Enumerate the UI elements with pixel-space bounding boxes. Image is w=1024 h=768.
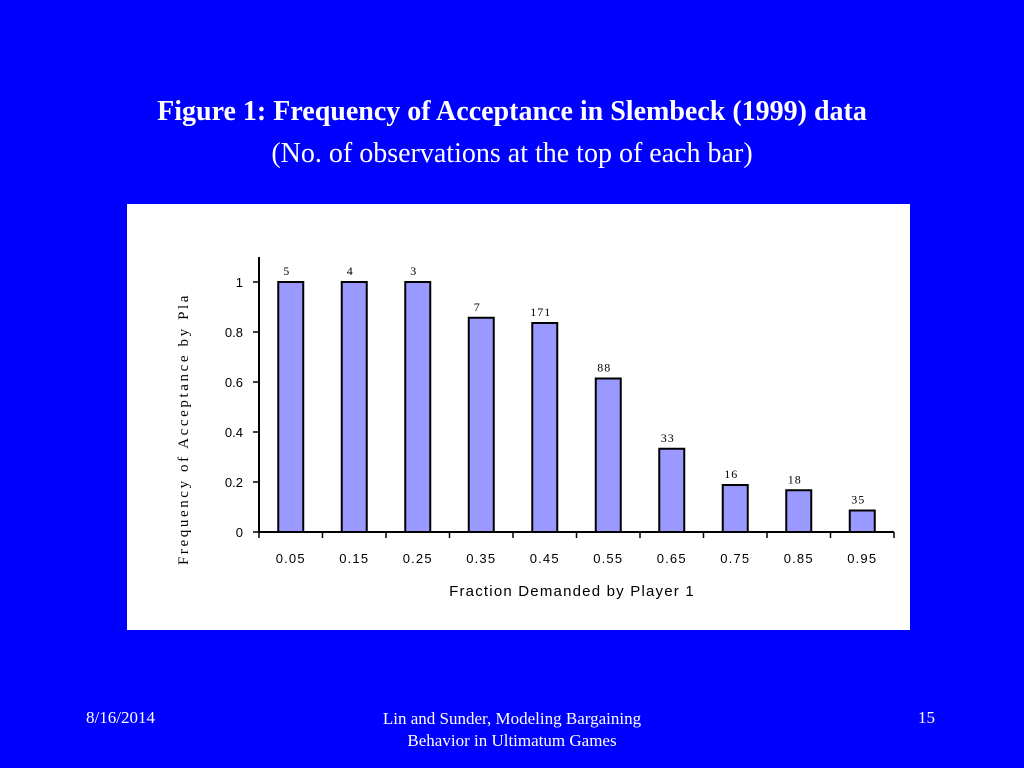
bar	[469, 318, 494, 532]
footer-date: 8/16/2014	[86, 708, 155, 727]
chart-panel	[127, 204, 910, 630]
bar	[278, 282, 303, 532]
x-tick-label: 0.75	[720, 551, 751, 566]
bar-count-label: 88	[597, 360, 612, 375]
footer-source	[312, 708, 712, 752]
y-tick-label: 0	[235, 525, 243, 540]
bar	[723, 485, 748, 532]
footer-source-line1: Lin and Sunder, Modeling Bargaining	[382, 709, 642, 728]
x-tick-label: 0.95	[847, 551, 878, 566]
footer-source-line2: Behavior in Ultimatum Games	[407, 731, 617, 750]
x-axis-label: Fraction Demanded by Player 1	[449, 583, 695, 600]
slide-title: Figure 1: Frequency of Acceptance in Slembeck (1999) data	[157, 96, 867, 127]
y-tick-label: 0.2	[224, 475, 243, 490]
bar-chart	[127, 204, 910, 630]
y-tick-label: 1	[235, 275, 243, 290]
x-tick-label: 0.55	[593, 551, 624, 566]
y-tick-label: 0.8	[224, 325, 243, 340]
x-tick-label: 0.25	[402, 551, 433, 566]
bar-count-label: 7	[473, 299, 481, 314]
x-tick-label: 0.35	[466, 551, 497, 566]
slide-subtitle: (No. of observations at the top of each bar)	[271, 138, 753, 169]
bar	[850, 511, 875, 533]
bar-count-label: 171	[530, 305, 552, 319]
y-tick-label: 0.4	[224, 425, 243, 440]
bar-count-label: 35	[851, 492, 866, 507]
plot-area	[225, 257, 894, 566]
page-number: 15	[918, 708, 935, 727]
y-axis-label: Frequency of Acceptance by Pla	[176, 292, 192, 566]
bar-count-label: 5	[283, 264, 291, 278]
bar-count-label: 18	[787, 472, 802, 487]
bar	[596, 379, 621, 533]
x-tick-label: 0.65	[656, 551, 687, 566]
bar	[786, 490, 811, 532]
bar-count-label: 33	[660, 430, 675, 445]
bar-count-label: 16	[724, 467, 739, 481]
bar	[659, 449, 684, 532]
x-tick-label: 0.15	[339, 551, 370, 566]
x-tick-label: 0.45	[529, 551, 560, 566]
x-tick-label: 0.85	[783, 551, 814, 566]
y-tick-label: 0.6	[224, 375, 243, 390]
bar-count-label: 3	[410, 264, 418, 278]
bar	[342, 282, 367, 532]
x-tick-label: 0.05	[275, 551, 306, 566]
bar	[405, 282, 430, 532]
bar-count-label: 4	[346, 264, 354, 278]
bar	[532, 323, 557, 532]
